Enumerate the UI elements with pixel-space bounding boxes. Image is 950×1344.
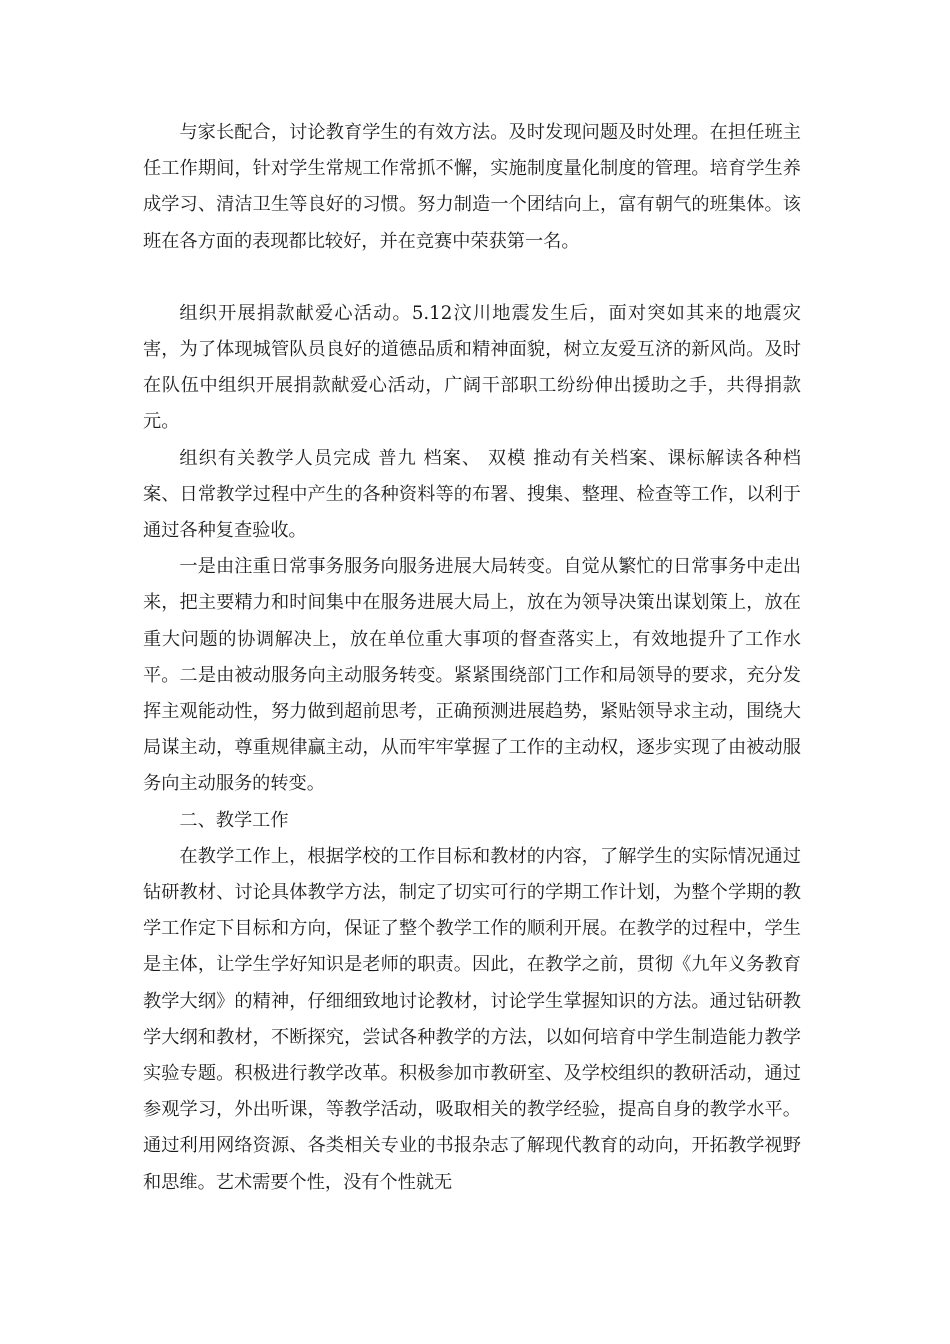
paragraph-gap: [143, 260, 801, 296]
paragraph-class-management: 与家长配合，讨论教育学生的有效方法。及时发现问题及时处理。在担任班主任工作期间，针对学生常规工作常抓不懈，实施制度量化制度的管理。培育学生养成学习、清洁卫生等良好的习惯。努力制造一个团结向上，富有朝气的班集体。该班在各方面的表现都比较好，并在竞赛中荣获第一名。: [143, 122, 801, 252]
paragraph-service-transformation: 一是由注重日常事务服务向服务进展大局转变。自觉从繁忙的日常事务中走出来，把主要精力和时间集中在服务进展大局上，放在为领导决策出谋划策上，放在重大问题的协调解决上，放在单位重大事项的督查落实上，有效地提升了工作水平。二是由被动服务向主动服务转变。紧紧围绕部门工作和局领导的要求，充分发挥主观能动性，努力做到超前思考，正确预测进展趋势，紧贴领导求主动，围绕大局谋主动，尊重规律赢主动，从而牢牢掌握了工作的主动权，逐步实现了由被动服务向主动服务的转变。: [143, 556, 801, 795]
section-heading-teaching-work: 二、教学工作: [179, 809, 289, 831]
paragraph-archive-work: 组织有关教学人员完成 普九 档案、 双模 推动有关档案、课标解读各种档案、日常教学过程中产生的各种资料等的布署、搜集、整理、检查等工作，以利于通过各种复查验收。: [143, 447, 801, 542]
paragraph-donation-activity: 组织开展捐款献爱心活动。5.12汶川地震发生后，面对突如其来的地震灾害，为了体现城管队员良好的道德品质和精神面貌，树立友爱互济的新风尚。及时在队伍中组织开展捐款献爱心活动，广阔干部职工纷纷伸出援助之手，共得捐款 元。: [143, 302, 801, 433]
document-page: [143, 115, 801, 1201]
paragraph-teaching-work: 在教学工作上，根据学校的工作目标和教材的内容，了解学生的实际情况通过钻研教材、讨论具体教学方法，制定了切实可行的学期工作计划，为整个学期的教学工作定下目标和方向，保证了整个教学工作的顺利开展。在教学的过程中，学生是主体，让学生学好知识是老师的职责。因此，在教学之前，贯彻《九年义务教育教学大纲》的精神，仔细细致地讨论教材，讨论学生掌握知识的方法。通过钻研教学大纲和教材，不断探究，尝试各种教学的方法，以如何培育中学生制造能力教学实验专题。积极进行教学改革。积极参加市教研室、及学校组织的教研活动，通过参观学习，外出听课，等教学活动，吸取相关的教学经验，提高自身的教学水平。通过利用网络资源、各类相关专业的书报杂志了解现代教育的动向，开拓教学视野和思维。艺术需要个性，没有个性就无: [143, 845, 801, 1193]
